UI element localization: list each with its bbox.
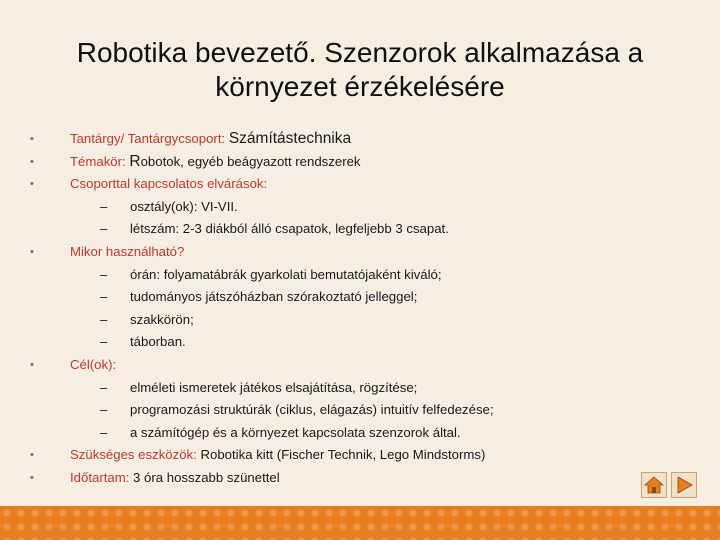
title-line-1: Robotika bevezető. Szenzorok alkalmazása a [76,37,644,68]
dash-icon: – [100,311,108,327]
usage-label: Mikor használható? [70,243,185,259]
sub-item [0,399,720,422]
group-sub-1: osztály(ok): VI-VII. [130,198,238,214]
group-sub-2: létszám: 2-3 diákból álló csapatok, legfeljebb 3 csapat. [130,221,449,237]
goal-label: Cél(ok): [70,356,117,372]
list-item-goal [0,354,720,377]
bullet-icon: • [30,449,34,462]
sub-item [0,218,720,241]
list-item-duration [0,467,720,490]
sub-item [0,331,720,354]
slide-title [40,36,680,104]
topic-initial: R [129,152,141,170]
bullet-icon: • [30,471,34,484]
title-line-2: környezet érzékelésére [215,71,505,102]
dash-icon: – [100,424,108,440]
sub-item [0,422,720,445]
usage-sub-3: szakkörön; [130,311,194,327]
next-slide-button[interactable] [671,472,697,498]
group-label: Csoporttal kapcsolatos elvárások: [70,176,268,192]
topic-value: obotok, egyéb beágyazott rendszerek [140,153,361,169]
dash-icon: – [100,266,108,282]
dash-icon: – [100,289,108,305]
dash-icon: – [100,402,108,418]
list-item-group [0,173,720,196]
duration-value: 3 óra hosszabb szünettel [133,469,280,485]
home-icon [642,473,666,497]
bullet-list [0,128,720,490]
sub-item [0,309,720,332]
sub-item [0,264,720,287]
topic-label: Témakör: [70,153,126,169]
subject-label: Tantárgy/ Tantárgycsoport: [70,131,226,146]
dot-pattern [0,506,720,540]
sub-item [0,377,720,400]
bullet-icon: • [30,245,34,258]
sub-item [0,286,720,309]
goal-sub-2: programozási struktúrák (ciklus, elágazás) intuitív felfedezése; [130,402,494,418]
duration-label: Időtartam: [70,469,130,485]
usage-sub-1: órán: folyamatábrák gyarkolati bemutatójaként kiváló; [130,266,442,282]
list-item-usage [0,241,720,264]
dash-icon: – [100,379,108,395]
home-button[interactable] [641,472,667,498]
sub-item [0,196,720,219]
footer-band [0,506,720,540]
list-item-subject [0,128,720,151]
usage-sub-4: táborban. [130,334,186,350]
goal-sub-1: elméleti ismeretek játékos elsajátítása, rögzítése; [130,379,418,395]
bullet-icon: • [30,358,34,371]
usage-sub-2: tudományos játszóházban szórakoztató jelleggel; [130,289,418,305]
bullet-icon: • [30,178,34,191]
goal-sub-3: a számítógép és a környezet kapcsolata szenzorok által. [130,424,461,440]
list-item-topic [0,151,720,174]
list-item-tools [0,444,720,467]
dash-icon: – [100,334,108,350]
tools-label: Szükséges eszközök: [70,447,197,463]
subject-value: Számítástechnika [228,130,352,147]
play-next-icon [672,473,696,497]
dash-icon: – [100,221,108,237]
dash-icon: – [100,198,108,214]
tools-value: Robotika kitt (Fischer Technik, Lego Mindstorms) [200,447,486,463]
bullet-icon: • [30,133,34,145]
bullet-icon: • [30,155,34,168]
